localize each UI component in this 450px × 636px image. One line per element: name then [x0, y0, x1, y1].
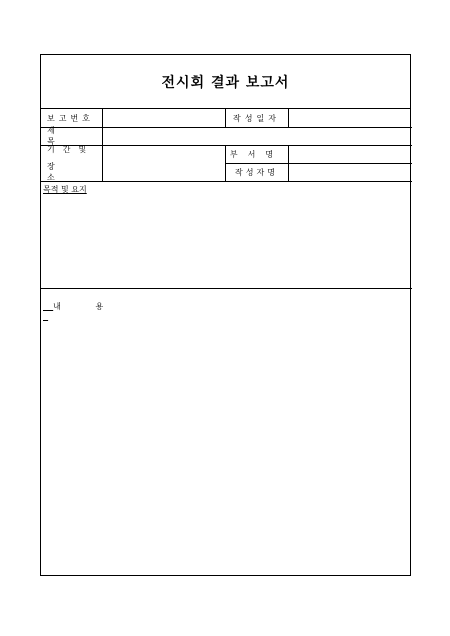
written-date-label: [225, 109, 288, 127]
period-place-label: [41, 145, 102, 181]
section-divider: [41, 288, 412, 289]
content-text-area[interactable]: [41, 303, 412, 575]
purpose-text-area[interactable]: [41, 195, 412, 287]
subject-field[interactable]: [102, 127, 412, 145]
period-label-text: 기간및: [47, 144, 95, 154]
author-label-text: 작성자명: [235, 167, 278, 177]
row-divider: [41, 181, 412, 182]
content-section-label-text: 내 용: [53, 302, 104, 311]
subject-label: [41, 127, 102, 145]
place-label-text: 장소: [47, 161, 93, 182]
written-date-label-text: 작성일자: [233, 113, 280, 123]
period-place-field[interactable]: [102, 145, 225, 181]
report-form: [40, 54, 411, 576]
author-label: [225, 163, 288, 181]
report-number-field[interactable]: [102, 109, 225, 127]
purpose-section-label: 목적 및 요지: [43, 185, 87, 194]
report-number-label-text: 보고번호: [47, 113, 94, 123]
subject-label-text: 제목: [47, 126, 81, 146]
written-date-field[interactable]: [288, 109, 412, 127]
document-title: 전시회 결과 보고서: [41, 55, 410, 109]
author-field[interactable]: [288, 163, 412, 181]
department-field[interactable]: [288, 145, 412, 163]
department-label: [225, 145, 288, 163]
department-label-text: 부서명: [229, 149, 284, 159]
